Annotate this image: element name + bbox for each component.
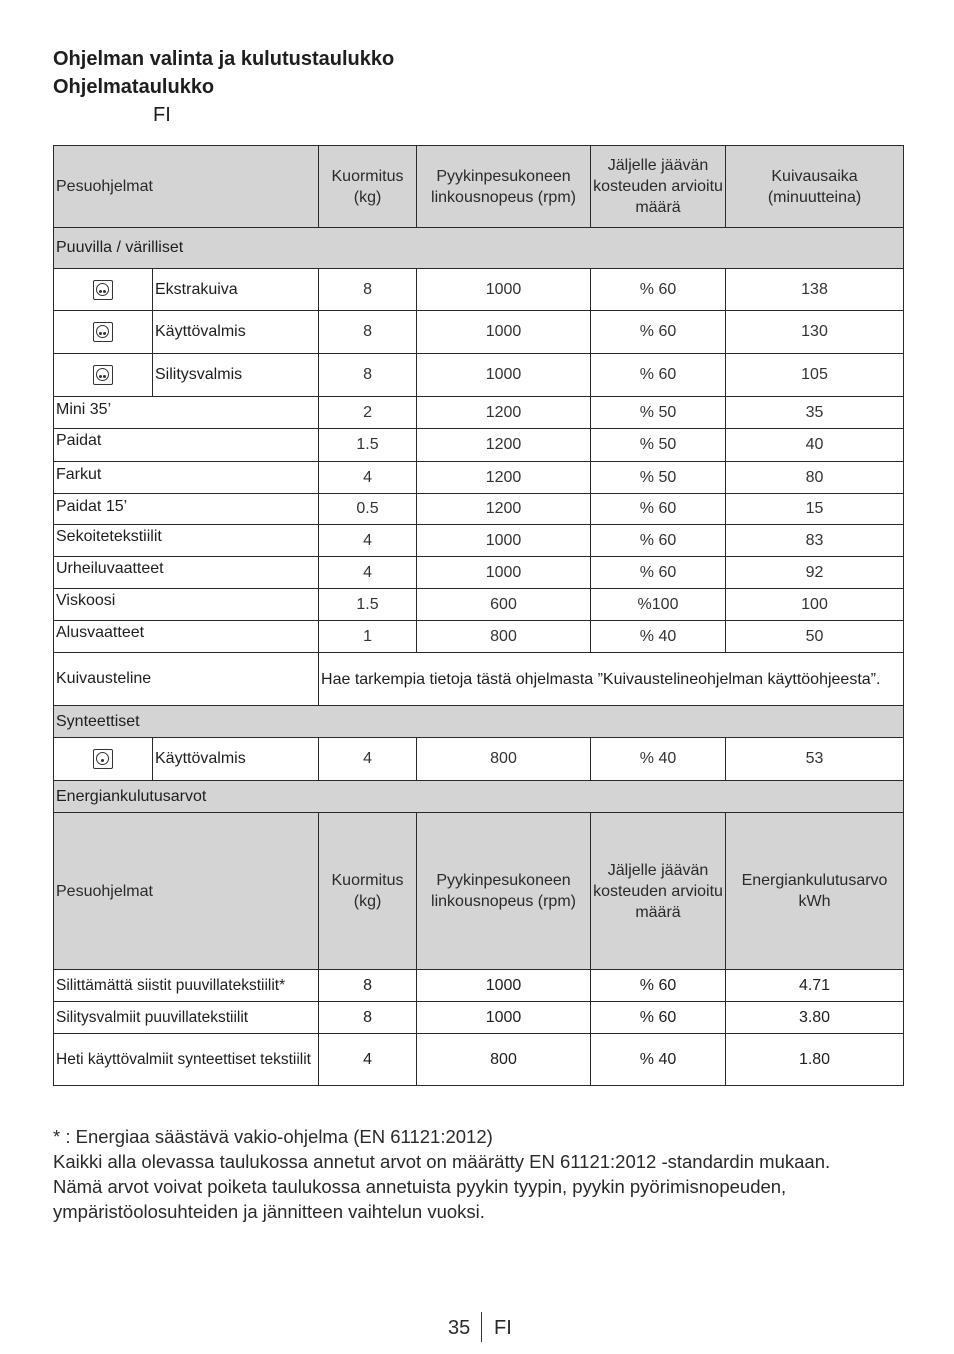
energy-header-program: Pesuohjelmat [54,813,319,970]
time-value: 80 [726,462,904,494]
spin-value: 800 [417,738,591,781]
spin-value: 1000 [417,525,591,557]
time-value: 53 [726,738,904,781]
table-row [54,1002,904,1034]
program-table [53,145,904,1086]
load-value: 8 [319,311,417,354]
program-name: Paidat 15’ [54,494,319,525]
table-row [54,462,904,494]
program-name: Käyttövalmis [153,738,319,781]
time-value: 130 [726,311,904,354]
spin-value: 1200 [417,494,591,525]
moisture-value: % 60 [591,311,726,354]
program-name: Viskoosi [54,589,319,621]
spin-value: 1000 [417,970,591,1002]
program-name: Käyttövalmis [153,311,319,354]
page-title: Ohjelman valinta ja kulutustaulukko [53,48,395,70]
program-name: Ekstrakuiva [153,269,319,311]
category-cotton: Puuvilla / värilliset [54,228,904,269]
spin-value: 1000 [417,354,591,397]
dry-level-2-icon [93,365,113,385]
load-value: 4 [319,557,417,589]
spin-value: 1000 [417,557,591,589]
program-name: Alusvaatteet [54,621,319,653]
time-value: 15 [726,494,904,525]
dry-level-cell [54,354,153,397]
spin-value: 1000 [417,311,591,354]
program-name: Silitysvalmiit puuvillatekstiilit [54,1002,319,1034]
dry-level-cell [54,311,153,354]
moisture-value: % 60 [591,525,726,557]
moisture-value: % 40 [591,738,726,781]
page-separator [481,1312,482,1342]
footnotes [53,1124,913,1224]
table-header-row [54,146,904,228]
load-value: 8 [319,970,417,1002]
time-value: 83 [726,525,904,557]
load-value: 4 [319,1034,417,1086]
program-name: Paidat [54,429,319,462]
program-name: Silitysvalmis [153,354,319,397]
header-time: Kuivausaika (minuutteina) [726,146,904,228]
load-value: 8 [319,1002,417,1034]
load-value: 4 [319,525,417,557]
table-row [54,525,904,557]
time-value: 35 [726,397,904,429]
spin-value: 800 [417,621,591,653]
energy-header-row [54,813,904,970]
energy-value: 4.71 [726,970,904,1002]
spin-value: 1200 [417,397,591,429]
program-name: Heti käyttövalmiit synteettiset tekstiilit [54,1034,319,1086]
moisture-value: % 60 [591,354,726,397]
table-row [54,557,904,589]
rack-note: Hae tarkempia tietoja tästä ohjelmasta ”Kuivaustelineohjelman käyttöohjeesta”. [319,653,904,706]
moisture-value: % 50 [591,429,726,462]
load-value: 0.5 [319,494,417,525]
table-row [54,397,904,429]
moisture-value: % 60 [591,1002,726,1034]
moisture-value: % 50 [591,462,726,494]
category-row [54,228,904,269]
load-value: 8 [319,354,417,397]
table-row [54,970,904,1002]
time-value: 105 [726,354,904,397]
dry-level-cell [54,738,153,781]
spin-value: 1200 [417,462,591,494]
energy-value: 1.80 [726,1034,904,1086]
table-row [54,738,904,781]
program-name: Urheiluvaatteet [54,557,319,589]
table-row [54,1034,904,1086]
table-row [54,269,904,311]
footnote-line: ympäristöolosuhteiden ja jännitteen vaihtelun vuoksi. [53,1201,485,1222]
program-name: Kuivausteline [54,653,319,706]
page-number: 35 [448,1317,471,1339]
spin-value: 1000 [417,1002,591,1034]
time-value: 50 [726,621,904,653]
table-row [54,354,904,397]
page-subtitle: Ohjelmataulukko [53,76,215,98]
load-value: 4 [319,738,417,781]
spin-value: 1200 [417,429,591,462]
moisture-value: % 60 [591,557,726,589]
load-value: 8 [319,269,417,311]
footnote-line: Nämä arvot voivat poiketa taulukossa annetuista pyykin tyypin, pyykin pyörimisnopeuden, [53,1176,787,1197]
table-row [54,589,904,621]
load-value: 1 [319,621,417,653]
load-value: 1.5 [319,429,417,462]
language-code: FI [153,104,171,126]
moisture-value: % 60 [591,970,726,1002]
spin-value: 1000 [417,269,591,311]
spin-value: 600 [417,589,591,621]
moisture-value: % 60 [591,494,726,525]
footnote-line: * : Energiaa säästävä vakio-ohjelma (EN 61121:2012) [53,1126,493,1147]
time-value: 40 [726,429,904,462]
table-row [54,494,904,525]
time-value: 92 [726,557,904,589]
energy-header-energy: Energiankulutusarvo kWh [726,813,904,970]
header-load: Kuormitus (kg) [319,146,417,228]
load-value: 2 [319,397,417,429]
moisture-value: % 50 [591,397,726,429]
table-row [54,621,904,653]
program-name: Silittämättä siistit puuvillatekstiilit* [54,970,319,1002]
dry-level-cell [54,269,153,311]
header-spin: Pyykinpesukoneen linkousnopeus (rpm) [417,146,591,228]
spin-value: 800 [417,1034,591,1086]
energy-header-load: Kuormitus (kg) [319,813,417,970]
table-row [54,429,904,462]
dry-level-2-icon [93,280,113,300]
program-name: Farkut [54,462,319,494]
time-value: 138 [726,269,904,311]
moisture-value: %100 [591,589,726,621]
header-program: Pesuohjelmat [54,146,319,228]
energy-value: 3.80 [726,1002,904,1034]
category-synthetic: Synteettiset [54,706,904,738]
moisture-value: % 40 [591,621,726,653]
moisture-value: % 40 [591,1034,726,1086]
dry-level-1-icon [93,749,113,769]
category-row [54,706,904,738]
load-value: 1.5 [319,589,417,621]
energy-header-moisture: Jäljelle jäävän kosteuden arvioitu määrä [591,813,726,970]
table-row [54,311,904,354]
load-value: 4 [319,462,417,494]
program-name: Mini 35’ [54,397,319,429]
category-energy: Energiankulutusarvot [54,781,904,813]
table-row [54,653,904,706]
dry-level-2-icon [93,322,113,342]
moisture-value: % 60 [591,269,726,311]
energy-header-spin: Pyykinpesukoneen linkousnopeus (rpm) [417,813,591,970]
program-name: Sekoitetekstiilit [54,525,319,557]
page-language: FI [494,1317,512,1339]
category-row [54,781,904,813]
footnote-line: Kaikki alla olevassa taulukossa annetut arvot on määrätty EN 61121:2012 -standardin mukaan. [53,1151,831,1172]
time-value: 100 [726,589,904,621]
header-moisture: Jäljelle jäävän kosteuden arvioitu määrä [591,146,726,228]
